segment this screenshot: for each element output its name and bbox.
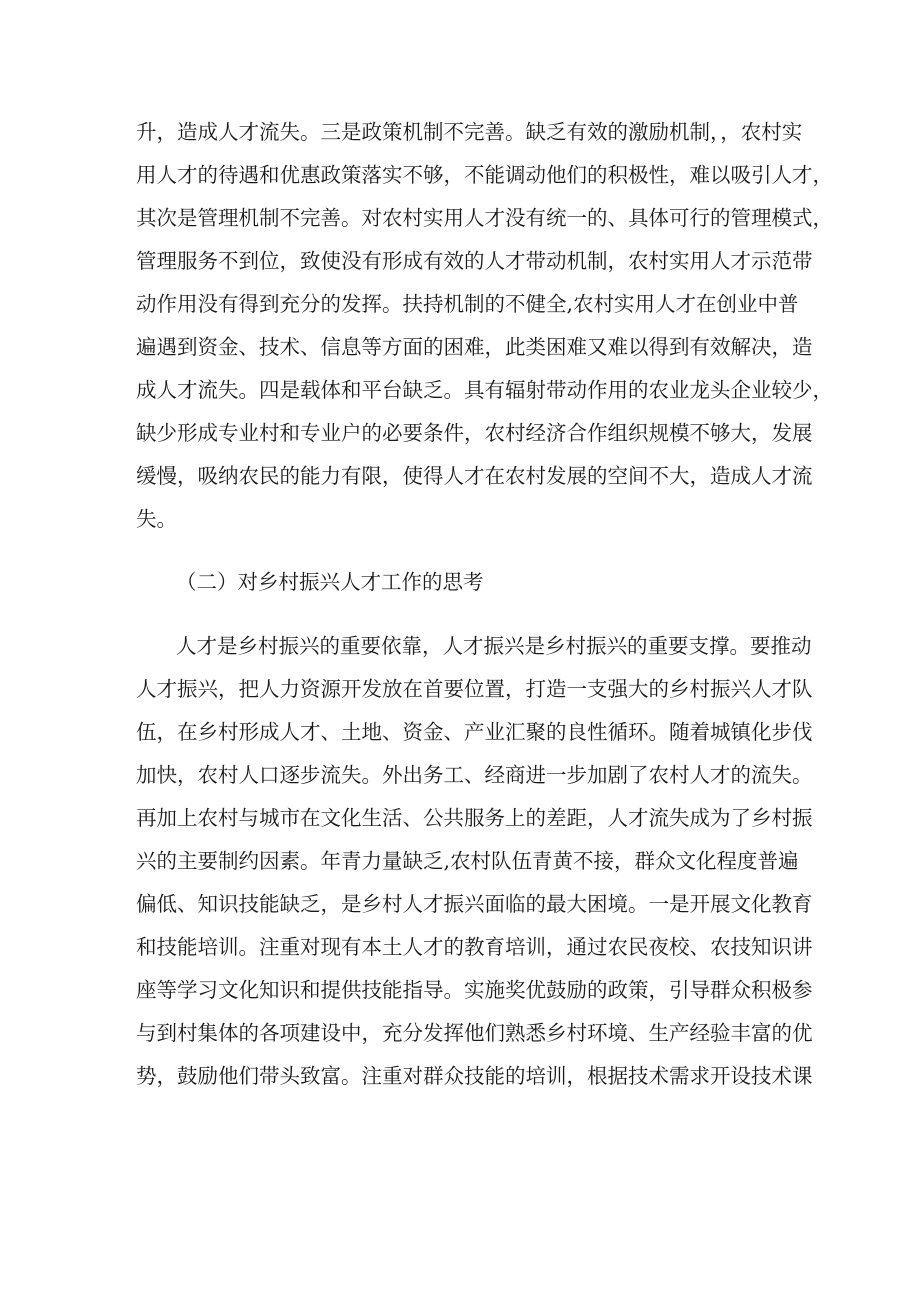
paragraph2-line-4: 加快，农村人口逐步流失。外出务工、经商进一步加剧了农村人才的流失。 <box>136 763 813 787</box>
paragraph2-line-11: 势，鼓励他们带头致富。注重对群众技能的培训，根据技术需求开设技术课 <box>136 1064 813 1088</box>
paragraph1-line-6: 遍遇到资金、技术、信息等方面的困难，此类困难又难以得到有效解决，造 <box>136 335 813 359</box>
paragraph1-line-4: 管理服务不到位，致使没有形成有效的人才带动机制，农村实用人才示范带 <box>136 249 813 273</box>
paragraph2-line-3: 伍，在乡村形成人才、土地、资金、产业汇聚的良性循环。随着城镇化步伐 <box>136 720 813 744</box>
paragraph1-line-10: 失。 <box>136 507 177 531</box>
paragraph2-line-7: 偏低、知识技能缺乏，是乡村人才振兴面临的最大困境。一是开展文化教育 <box>136 892 813 916</box>
paragraph2-line-5: 再加上农村与城市在文化生活、公共服务上的差距，人才流失成为了乡村振 <box>136 806 813 830</box>
paragraph1-line-5: 动作用没有得到充分的发挥。扶持机制的不健全,农村实用人才在创业中普 <box>136 292 799 316</box>
paragraph1-line-2: 用人才的待遇和优惠政策落实不够，不能调动他们的积极性，难以吸引人才， <box>136 163 833 187</box>
section-heading: （二）对乡村振兴人才工作的思考 <box>176 570 484 594</box>
paragraph2-line-10: 与到村集体的各项建设中，充分发挥他们熟悉乡村环境、生产经验丰富的优 <box>136 1021 813 1045</box>
paragraph1-line-3: 其次是管理机制不完善。对农村实用人才没有统一的、具体可行的管理模式， <box>136 206 833 230</box>
paragraph1-line-9: 缓慢，吸纳农民的能力有限，使得人才在农村发展的空间不大，造成人才流 <box>136 464 813 488</box>
paragraph1-line-8: 缺少形成专业村和专业户的必要条件，农村经济合作组织规模不够大，发展 <box>136 421 813 445</box>
paragraph2-line-1: 人才是乡村振兴的重要依靠，人才振兴是乡村振兴的重要支撑。要推动 <box>176 634 812 658</box>
paragraph1-line-7: 成人才流失。四是载体和平台缺乏。具有辐射带动作用的农业龙头企业较少， <box>136 378 833 402</box>
paragraph2-line-6: 兴的主要制约因素。年青力量缺乏,农村队伍青黄不接，群众文化程度普遍 <box>136 849 799 873</box>
paragraph2-line-2: 人才振兴，把人力资源开发放在首要位置，打造一支强大的乡村振兴人才队 <box>136 677 813 701</box>
paragraph1-line-1: 升，造成人才流失。三是政策机制不完善。缺乏有效的激励机制，，农村实 <box>136 120 803 144</box>
paragraph2-line-8: 和技能培训。注重对现有本土人才的教育培训，通过农民夜校、农技知识讲 <box>136 935 813 959</box>
paragraph2-line-9: 座等学习文化知识和提供技能指导。实施奖优鼓励的政策，引导群众积极参 <box>136 978 813 1002</box>
